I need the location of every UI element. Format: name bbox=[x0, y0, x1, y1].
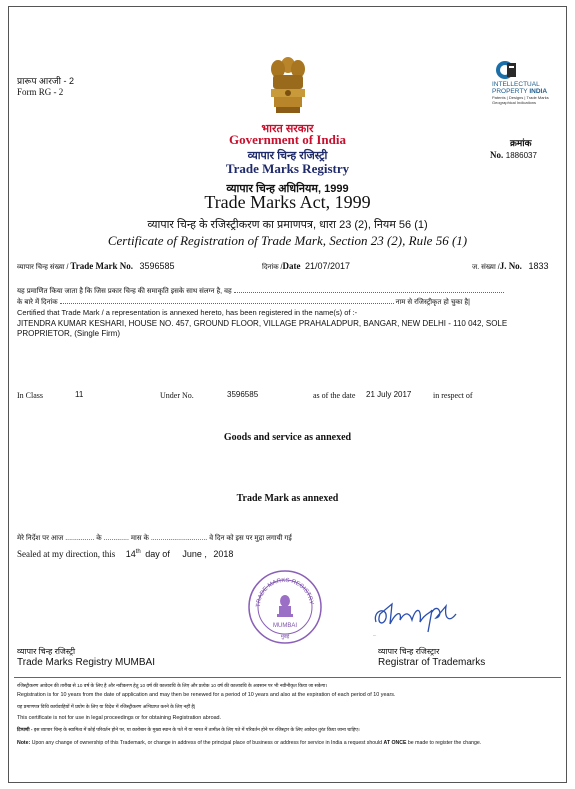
in-respect-of-label: in respect of bbox=[433, 391, 473, 400]
registrar-signature bbox=[372, 592, 472, 637]
note-renewal: Registration is for 10 years from the date of application and may then be renewed for a period of 10 years and also at the expiration of each period of 10 years. bbox=[17, 692, 396, 698]
body-line1-hindi: यह प्रमाणित किया जाता है कि जिस प्रकार चिन्ह की समाकृति इसके साथ संलग्न है, वह bbox=[17, 287, 504, 296]
bharat-sarkar: भारत सरकार bbox=[261, 123, 314, 135]
registrar-of-trademarks: Registrar of Trademarks bbox=[378, 657, 486, 668]
certified-statement: Certified that Trade Mark / a representation is annexed hereto, has been registered in the name(s) of :- bbox=[17, 308, 358, 317]
form-number-hindi: प्रारूप आरजी - 2 bbox=[17, 76, 74, 86]
ip-logo-line3: Patents | Designs | Trade Marks bbox=[492, 95, 549, 100]
registration-date: दिनांक /Date 21/07/2017 bbox=[262, 261, 351, 271]
svg-text:मुंबई: मुंबई bbox=[280, 634, 290, 640]
notes-divider bbox=[14, 677, 561, 678]
as-of-date-value: 21 July 2017 bbox=[366, 390, 412, 399]
national-emblem-icon bbox=[264, 55, 312, 117]
trade-marks-act: Trade Marks Act, 1999 bbox=[204, 192, 371, 212]
goods-and-service: Goods and service as annexed bbox=[223, 432, 352, 443]
body-line2-hindi: के बारे में दिनांक नाम से रजिस्ट्रीकृत हो चुका है| bbox=[17, 299, 470, 306]
note-change-hindi: टिप्पणी - इस व्यापार चिन्ह के स्वामित्व में कोई परिवर्तन होने पर, या कारोबार के मुख्य स्थान के पते में या भारत में तामील के लिए पते में परिवर्तन होने पर रजिस्ट्रार के लिए आवेदन तुरंत किया जाना चाहिए। bbox=[17, 728, 360, 733]
serial-label-hindi: क्रमांक bbox=[510, 138, 532, 148]
trade-marks-registry: Trade Marks Registry bbox=[225, 161, 350, 176]
sealed-line: Sealed at my direction, this 14th day of June , 2018 bbox=[17, 549, 234, 559]
registrar-hindi: व्यापार चिन्ह रजिस्ट्रार bbox=[378, 647, 440, 656]
registry-hindi-footer: व्यापार चिन्ह रजिस्ट्री bbox=[17, 647, 76, 656]
certificate-title: Certificate of Registration of Trade Mark, Section 23 (2), Rule 56 (1) bbox=[107, 233, 468, 248]
ip-logo-line4: Geographical Indications bbox=[492, 100, 537, 105]
trade-mark-as-annexed: Trade Mark as annexed bbox=[236, 493, 339, 504]
class-value: 11 bbox=[75, 390, 84, 399]
certificate-title-hindi: व्यापार चिन्ह के रजिस्ट्रीकरण का प्रमाणपत्र, धारा 23 (2), नियम 56 (1) bbox=[147, 219, 428, 231]
ip-logo-line1: INTELLECTUAL bbox=[492, 81, 540, 88]
in-class-label: In Class bbox=[17, 391, 43, 400]
registry-mumbai: Trade Marks Registry MUMBAI bbox=[17, 657, 155, 668]
trade-mark-number: व्यापार चिन्ह संख्या / Trade Mark No. 3596585 bbox=[17, 261, 175, 271]
sealed-day: 14th bbox=[125, 549, 141, 559]
registry-seal-stamp bbox=[246, 568, 324, 646]
act-hindi: व्यापार चिन्ह अधिनियम, 1999 bbox=[226, 183, 349, 195]
svg-text:MUMBAI: MUMBAI bbox=[273, 623, 297, 629]
registry-hindi: व्यापार चिन्ह रजिस्ट्री bbox=[247, 150, 328, 162]
ip-logo-line2: PROPERTY INDIA bbox=[492, 88, 548, 95]
note-renewal-hindi: रजिस्ट्रीकरण आवेदन की तारीख से 10 वर्ष के लिए है और नवीकरण हेतु 10 वर्ष की कालावधि के लिए और प्रत्येक 10 वर्ष की कालावधि के अवसान पर भी नवीनीकृत किया जा सकेगा। bbox=[17, 684, 328, 689]
government-of-india: Government of India bbox=[229, 132, 346, 147]
under-no-value: 3596585 bbox=[227, 390, 259, 399]
note-legal-hindi: यह प्रमाणपत्र विधि कार्यवाहियों में प्रयोग के लिए या विदेश में रजिस्ट्रीकरण अभिप्राप्त करने के लिए नहीं है| bbox=[17, 705, 196, 710]
svg-text:Otsujhi: Otsujhi bbox=[373, 636, 377, 637]
as-of-date-label: as of the date bbox=[313, 391, 356, 400]
svg-text:TRADE MARKS REGISTRY: TRADE MARKS REGISTRY bbox=[255, 577, 314, 608]
proprietor-name-address: JITENDRA KUMAR KESHARI, HOUSE NO. 457, GROUND FLOOR, VILLAGE PRAHALADPUR, BANGAR, NEW DELHI - 110 042, SOLE PROPRIETOR, (Single Firm) bbox=[17, 319, 508, 338]
note-legal: This certificate is not for use in legal proceedings or for obtaining Registration abroad. bbox=[17, 715, 222, 721]
under-no-label: Under No. bbox=[160, 391, 194, 400]
ip-india-logo-icon bbox=[495, 60, 515, 80]
journal-number: ज. संख्या /J. No. 1833 bbox=[472, 261, 549, 271]
form-number: Form RG - 2 bbox=[17, 87, 64, 97]
note-change: Note: Upon any change of ownership of this Trademark, or change in address of the principal place of business or address for service in India a request should AT ONCE be made to register the change. bbox=[17, 740, 482, 746]
sealed-hindi: मेरे निर्देश पर आज ............... के ............. मास के ............................. वे दिन को इस पर मुद्रा लगायी गई bbox=[17, 535, 292, 542]
serial-number: No. 1886037 bbox=[490, 150, 537, 160]
